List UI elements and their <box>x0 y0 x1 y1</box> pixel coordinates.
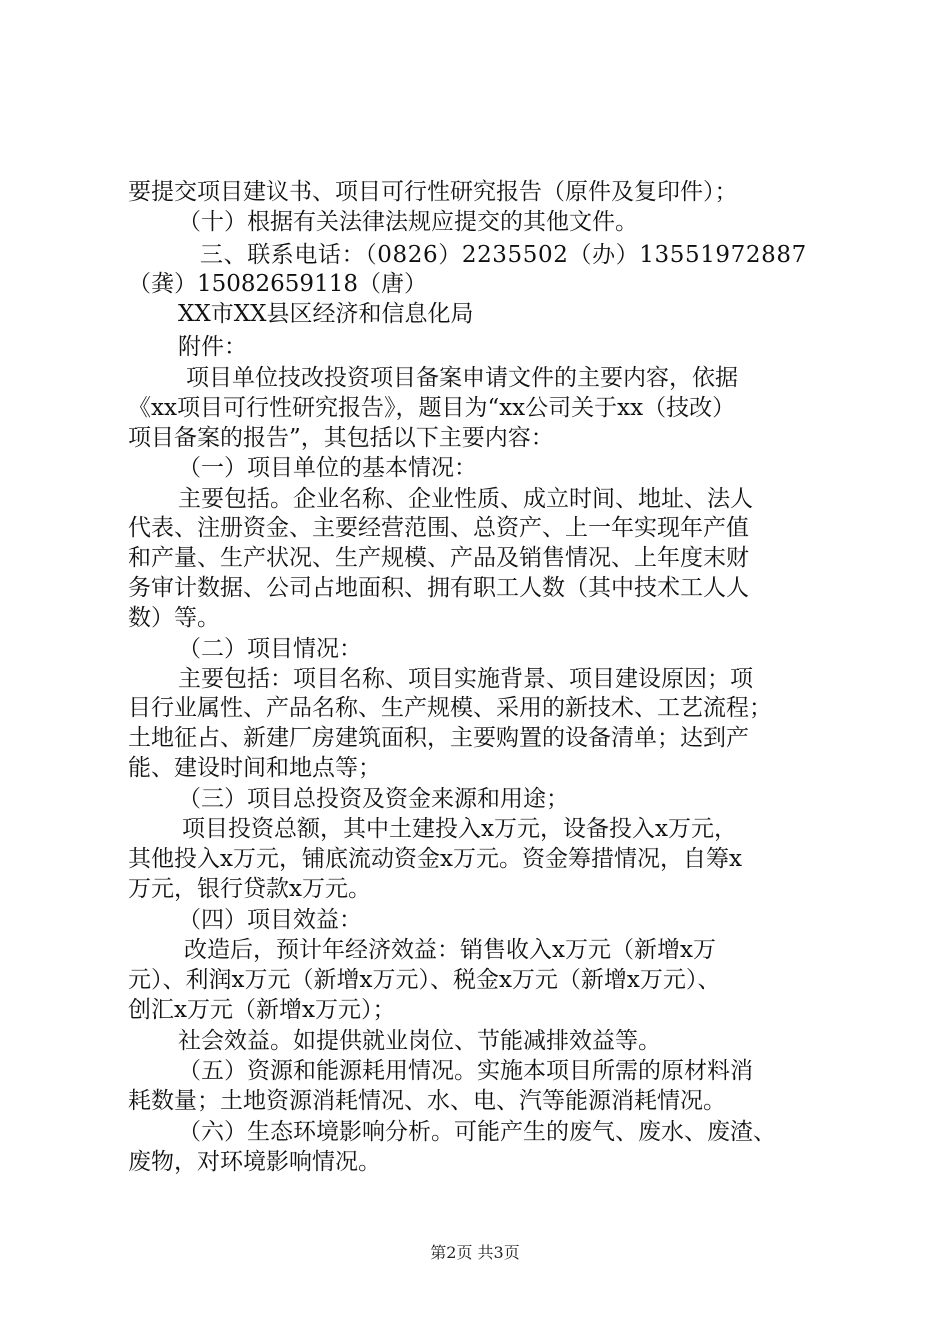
body-line: 其他投入x万元，铺底流动资金x万元。资金筹措情况，自筹x <box>128 846 742 872</box>
body-line: 能、建设时间和地点等； <box>128 755 381 781</box>
body-line: 创汇x万元（新增x万元）； <box>128 997 396 1023</box>
body-line: 社会效益。如提供就业岗位、节能减排效益等。 <box>178 1028 661 1054</box>
body-line: （一）项目单位的基本情况： <box>178 455 477 481</box>
body-line: 项目投资总额，其中土建投入x万元，设备投入x万元， <box>182 816 737 842</box>
body-line: 万元，银行贷款x万元。 <box>128 876 371 902</box>
body-line: XX市XX县区经济和信息化局 <box>178 301 474 327</box>
body-line: 附件： <box>178 334 247 360</box>
body-line: 主要包括：项目名称、项目实施背景、项目建设原因；项 <box>178 666 753 692</box>
body-line: 目行业属性、产品名称、生产规模、采用的新技术、工艺流程； <box>128 695 772 721</box>
body-line: 元）、利润x万元（新增x万元）、税金x万元（新增x万元）、 <box>128 967 721 993</box>
body-line: 废物，对环境影响情况。 <box>128 1149 381 1175</box>
body-line: （五）资源和能源耗用情况。实施本项目所需的原材料消 <box>178 1058 753 1084</box>
body-line: 土地征占、新建厂房建筑面积，主要购置的设备清单；达到产 <box>128 725 749 751</box>
body-line: （三）项目总投资及资金来源和用途； <box>178 786 569 812</box>
body-line: 务审计数据、公司占地面积、拥有职工人数（其中技术工人人 <box>128 575 749 601</box>
body-line: （十）根据有关法律法规应提交的其他文件。 <box>178 209 638 235</box>
body-line: 改造后，预计年经济效益：销售收入x万元（新增x万 <box>184 937 716 963</box>
body-line: （六）生态环境影响分析。可能产生的废气、废水、废渣、 <box>178 1119 776 1145</box>
body-line: （四）项目效益： <box>178 907 362 933</box>
body-line: 《xx项目可行性研究报告》，题目为“xx公司关于xx（技改） <box>128 395 736 421</box>
body-line: 耗数量；土地资源消耗情况、水、电、汽等能源消耗情况。 <box>128 1088 726 1114</box>
body-line: 项目单位技改投资项目备案申请文件的主要内容，依据 <box>186 365 738 391</box>
body-line: 三、联系电话：（0826）2235502（办）13551972887 <box>200 242 807 268</box>
body-line: 主要包括。企业名称、企业性质、成立时间、地址、法人 <box>178 486 753 512</box>
body-line: 代表、注册资金、主要经营范围、总资产、上一年实现年产值 <box>128 515 749 541</box>
body-line: 要提交项目建议书、项目可行性研究报告（原件及复印件）； <box>128 179 738 205</box>
body-line: （二）项目情况： <box>178 636 362 662</box>
body-line: 和产量、生产状况、生产规模、产品及销售情况、上年度末财 <box>128 545 749 571</box>
body-line: （龚）15082659118（唐） <box>128 271 427 297</box>
body-line: 项目备案的报告”，其包括以下主要内容： <box>128 425 554 451</box>
page-number-footer: 第2页 共3页 <box>430 1243 520 1262</box>
body-line: 数）等。 <box>128 605 220 631</box>
